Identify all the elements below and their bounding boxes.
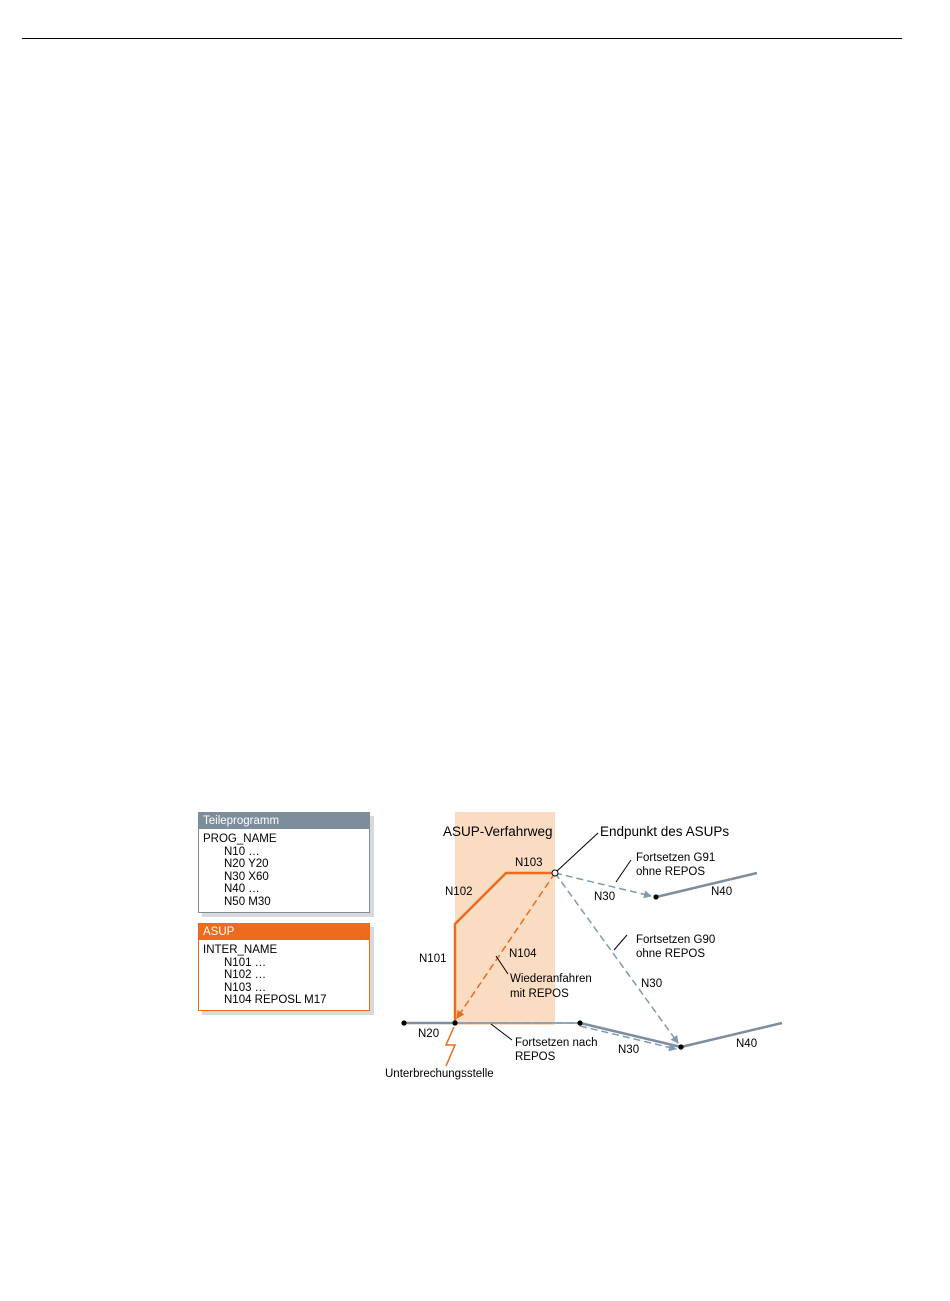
leader-endpunkt [557, 833, 598, 871]
label-fortsetzen-g91-1: Fortsetzen G91 [636, 852, 716, 864]
path-lower-n40 [681, 1023, 782, 1047]
label-n30-mid: N30 [641, 978, 663, 990]
label-fortsetzen-nach-2: REPOS [515, 1051, 556, 1063]
label-fortsetzen-g91-2: ohne REPOS [636, 866, 706, 878]
leader-g91 [616, 860, 631, 882]
code-line: N103 … [224, 981, 267, 994]
upper-point-n40 [653, 894, 658, 899]
label-n30-upper: N30 [594, 891, 616, 903]
leader-fortsetzen-nach [491, 1024, 512, 1040]
label-n30-lower: N30 [618, 1044, 640, 1056]
code-line: N40 … [224, 883, 260, 896]
code-line: N50 M30 [224, 895, 271, 908]
interrupt-point [452, 1020, 457, 1025]
leader-g90 [614, 935, 627, 950]
label-n104: N104 [509, 948, 537, 960]
code-line: N30 X60 [224, 870, 269, 883]
code-line: N10 … [224, 845, 260, 858]
label-n40-upper: N40 [711, 886, 733, 898]
lower-point-n40 [678, 1044, 683, 1049]
asup-header: ASUP [199, 924, 369, 940]
lightning-icon [446, 1027, 455, 1066]
label-n102: N102 [445, 886, 473, 898]
program-name: INTER_NAME [203, 944, 278, 956]
program-name: PROG_NAME [203, 833, 277, 845]
label-endpunkt: Endpunkt des ASUPs [600, 824, 730, 839]
label-n40-lower: N40 [736, 1038, 758, 1050]
label-unterbrechungsstelle: Unterbrechungsstelle [385, 1068, 494, 1080]
label-wiederanfahren-1: Wiederanfahren [510, 973, 592, 985]
label-n103: N103 [515, 857, 543, 869]
label-n101: N101 [419, 953, 447, 965]
label-fortsetzen-nach-1: Fortsetzen nach [515, 1037, 598, 1049]
code-line: N102 … [224, 969, 267, 982]
lower-point-n30 [577, 1020, 582, 1025]
teileprogramm-header: Teileprogramm [199, 813, 369, 829]
label-wiederanfahren-2: mit REPOS [510, 988, 569, 1000]
start-point [401, 1020, 406, 1025]
label-fortsetzen-g90-1: Fortsetzen G90 [636, 934, 716, 946]
label-fortsetzen-g90-2: ohne REPOS [636, 948, 706, 960]
code-line: N101 … [224, 956, 267, 969]
label-n20: N20 [418, 1028, 440, 1040]
label-asup-verfahrweg: ASUP-Verfahrweg [443, 824, 553, 839]
code-line: N20 Y20 [224, 858, 269, 871]
code-line: N104 REPOSL M17 [224, 994, 327, 1007]
